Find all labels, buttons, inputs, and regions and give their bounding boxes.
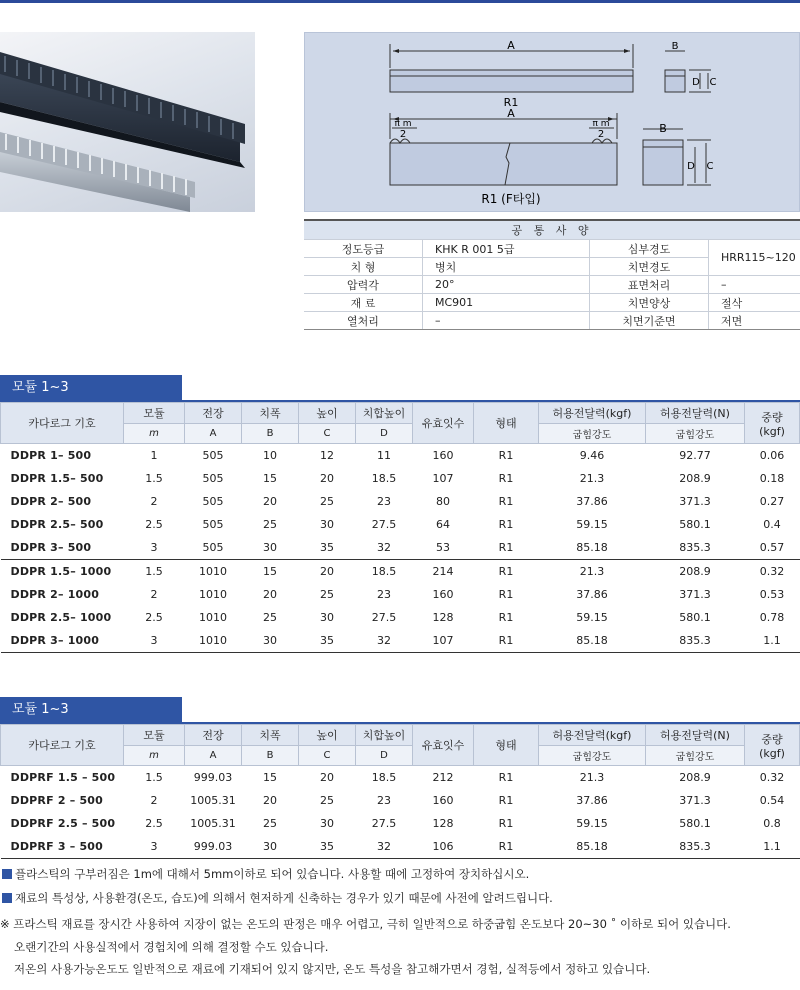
table-cell: 32: [377, 634, 391, 647]
top-rule: [0, 0, 800, 3]
table-row: [1, 583, 800, 606]
table-cell: 2.5: [145, 611, 163, 624]
table-cell: R1: [498, 771, 514, 784]
table-cell: 27.5: [371, 518, 397, 531]
weight-unit: (kgf): [759, 424, 785, 438]
table-cell: 85.18: [576, 634, 608, 647]
table-cell: DDPR 1– 500: [10, 449, 92, 462]
spec-label: 압력각: [304, 276, 423, 294]
table-cell: 835.3: [679, 840, 711, 853]
table-row: [1, 835, 800, 859]
table-cell: R1: [498, 817, 514, 830]
table-cell: 0.54: [759, 794, 785, 807]
section2-table: [0, 724, 800, 859]
col-height: 높이: [299, 725, 356, 746]
table-cell: 20: [263, 588, 277, 601]
common-spec-table: [304, 219, 800, 330]
col-bending-kgf: 굽힘강도: [539, 746, 646, 766]
table-row: [1, 766, 800, 790]
table-cell: 32: [377, 541, 391, 554]
table-row: [1, 812, 800, 835]
spec-value: 저면: [709, 312, 800, 330]
table-cell: R1: [498, 495, 514, 508]
caption-r1: R1: [503, 96, 519, 109]
note-5: 저온의 사용가능온도도 일반적으로 재료에 기재되어 있지 않지만, 온도 특성을 참고해가면서 경험, 실적등에서 정하고 있습니다.: [14, 962, 651, 976]
table-cell: 1.1: [763, 840, 781, 853]
table-cell: R1: [498, 588, 514, 601]
table-cell: 27.5: [371, 817, 397, 830]
col-weight: [745, 403, 800, 444]
table-cell: 580.1: [679, 817, 711, 830]
table-cell: 160: [432, 588, 454, 601]
table-cell: 371.3: [679, 588, 711, 601]
col-module-sub: m: [124, 424, 185, 444]
spec-value: 20°: [423, 276, 590, 294]
section1-tab: 모듈 1~3: [0, 375, 182, 401]
table-cell: 0.06: [759, 449, 785, 462]
table-cell: 107: [432, 634, 454, 647]
table-cell: 0.18: [759, 472, 785, 485]
col-module-sub: m: [124, 746, 185, 766]
table-cell: 2: [150, 794, 158, 807]
table-cell: 2.5: [145, 518, 163, 531]
table-cell: DDPR 2.5– 1000: [10, 611, 112, 624]
col-length-sub: A: [185, 746, 242, 766]
row-group: [1, 444, 800, 560]
table-cell: 2: [150, 495, 158, 508]
table-cell: DDPR 2– 500: [10, 495, 92, 508]
spec-label: 표면처리: [590, 276, 709, 294]
table-cell: 128: [432, 611, 454, 624]
table-cell: 1005.31: [190, 817, 236, 830]
table-cell: 1010: [199, 588, 227, 601]
col-torque-kgf: 허용전달력(kgf): [539, 403, 646, 424]
table-cell: 23: [377, 794, 391, 807]
note-text: 플라스틱의 구부러짐은 1m에 대해서 5mm이하로 되어 있습니다. 사용할 때에 고정하여 장치하십시오.: [15, 867, 530, 881]
table-cell: 27.5: [371, 611, 397, 624]
table-cell: DDPR 2– 1000: [10, 588, 100, 601]
note-marker-icon: [2, 869, 12, 879]
table-cell: 505: [202, 449, 224, 462]
table-row: [1, 467, 800, 490]
table-cell: 11: [377, 449, 391, 462]
table-cell: 10: [263, 449, 277, 462]
spec-title: 공 통 사 양: [304, 220, 800, 240]
table-cell: 18.5: [371, 472, 397, 485]
table-cell: R1: [498, 840, 514, 853]
col-width-sub: B: [242, 424, 299, 444]
table-cell: 208.9: [679, 771, 711, 784]
table-cell: 30: [320, 817, 334, 830]
table-cell: 1.1: [763, 634, 781, 647]
table-cell: 505: [202, 495, 224, 508]
table-cell: 371.3: [679, 495, 711, 508]
note-4: 오랜기간의 사용실적에서 경험치에 의해 결정할 수도 있습니다.: [14, 940, 329, 954]
table-cell: 2: [150, 588, 158, 601]
notes: [0, 862, 800, 980]
table-cell: 20: [263, 794, 277, 807]
table-cell: 371.3: [679, 794, 711, 807]
table-cell: 999.03: [193, 840, 233, 853]
dim-label-a-f: A: [507, 107, 515, 120]
table-cell: 30: [320, 611, 334, 624]
table-cell: R1: [498, 634, 514, 647]
col-weight: [745, 725, 800, 766]
table-cell: 106: [432, 840, 454, 853]
table-cell: 23: [377, 495, 391, 508]
col-bending-n: 굽힘강도: [646, 424, 745, 444]
spec-label: 정도등급: [304, 240, 423, 258]
dim-label-c: C: [709, 77, 717, 88]
col-height-sub: C: [299, 746, 356, 766]
table-cell: 0.32: [759, 771, 785, 784]
table-cell: 12: [320, 449, 334, 462]
table-cell: 0.32: [759, 565, 785, 578]
table-cell: 999.03: [193, 771, 233, 784]
dim-label-a: A: [507, 39, 515, 52]
table-cell: 30: [263, 541, 277, 554]
note-marker-icon: [2, 893, 12, 903]
col-pitch-height: 치합높이: [356, 403, 413, 424]
weight-unit: (kgf): [759, 746, 785, 760]
table-cell: 1.5: [145, 771, 163, 784]
table-cell: 0.57: [759, 541, 785, 554]
pitch-label-right: π m: [592, 119, 610, 129]
table-cell: 160: [432, 449, 454, 462]
table-cell: 20: [320, 771, 334, 784]
table-cell: 30: [320, 518, 334, 531]
weight-label: 중량: [761, 410, 783, 424]
table-cell: 505: [202, 541, 224, 554]
col-module: 모듈: [124, 725, 185, 746]
table-row: [1, 606, 800, 629]
dim-label-d-f: D: [687, 161, 695, 172]
table-cell: 1005.31: [190, 794, 236, 807]
table-cell: 30: [263, 840, 277, 853]
gear-rack-photo-illustration: [0, 32, 255, 212]
table-cell: 0.4: [763, 518, 781, 531]
table-cell: 30: [263, 634, 277, 647]
product-photo: [0, 32, 255, 212]
table-cell: 23: [377, 588, 391, 601]
table-cell: 92.77: [679, 449, 711, 462]
note-2: [0, 886, 800, 910]
row-group: [1, 560, 800, 653]
table-cell: 21.3: [579, 771, 605, 784]
table-cell: DDPR 1.5– 500: [10, 472, 104, 485]
table-cell: 1.5: [145, 472, 163, 485]
col-type: 형태: [474, 725, 539, 766]
table-cell: 580.1: [679, 611, 711, 624]
table-cell: 32: [377, 840, 391, 853]
spec-value: MC901: [423, 294, 590, 312]
col-teeth: 유효잇수: [413, 403, 474, 444]
table-cell: 18.5: [371, 771, 397, 784]
table-cell: 128: [432, 817, 454, 830]
spec-label: 재 료: [304, 294, 423, 312]
table-cell: R1: [498, 449, 514, 462]
table-cell: DDPR 1.5– 1000: [10, 565, 112, 578]
col-module: 모듈: [124, 403, 185, 424]
note-text: 재료의 특성상, 사용환경(온도, 습도)에 의해서 현저하게 신축하는 경우가 있기 때문에 사전에 알려드립니다.: [15, 891, 553, 905]
table-cell: 20: [263, 495, 277, 508]
table-cell: 21.3: [579, 565, 605, 578]
table-cell: 18.5: [371, 565, 397, 578]
spec-label: 열처리: [304, 312, 423, 330]
note-1: [0, 862, 800, 886]
col-height: 높이: [299, 403, 356, 424]
dim-label-b: B: [671, 41, 679, 52]
table-cell: 59.15: [576, 817, 608, 830]
table-cell: 3: [150, 541, 158, 554]
col-length-sub: A: [185, 424, 242, 444]
table-cell: R1: [498, 518, 514, 531]
col-pitch-height-sub: D: [356, 746, 413, 766]
table-cell: 505: [202, 472, 224, 485]
table-cell: 835.3: [679, 541, 711, 554]
table-cell: 64: [436, 518, 450, 531]
spec-value: 절삭: [709, 294, 800, 312]
spec-label: 치면기준면: [590, 312, 709, 330]
table-cell: 208.9: [679, 472, 711, 485]
table-cell: 835.3: [679, 634, 711, 647]
spec-label: 치면양상: [590, 294, 709, 312]
table-cell: 59.15: [576, 611, 608, 624]
table-cell: 160: [432, 794, 454, 807]
table-cell: 15: [263, 472, 277, 485]
col-length: 전장: [185, 725, 242, 746]
col-height-sub: C: [299, 424, 356, 444]
table-cell: 9.46: [579, 449, 605, 462]
col-torque-n: 허용전달력(N): [646, 725, 745, 746]
table-cell: R1: [498, 611, 514, 624]
table-cell: 25: [263, 518, 277, 531]
table-cell: 208.9: [679, 565, 711, 578]
table-row: [1, 490, 800, 513]
col-catalog: 카다로그 기호: [1, 403, 124, 444]
section1-table: [0, 402, 800, 653]
table-row: [1, 629, 800, 653]
dim-label-c-f: C: [706, 161, 714, 172]
table-cell: 0.78: [759, 611, 785, 624]
table-cell: 35: [320, 840, 334, 853]
spec-value: 병치: [423, 258, 590, 276]
caption-r1-ftype: R1 (F타입): [481, 192, 541, 206]
table-cell: R1: [498, 565, 514, 578]
section2-tab: 모듈 1~3: [0, 697, 182, 723]
spec-label: 치 형: [304, 258, 423, 276]
col-type: 형태: [474, 403, 539, 444]
table-cell: 214: [432, 565, 454, 578]
table-row: [1, 444, 800, 468]
table-cell: 1010: [199, 634, 227, 647]
spec-value: –: [709, 276, 800, 294]
col-bending-kgf: 굽힘강도: [539, 424, 646, 444]
spec-label: 심부경도: [590, 240, 709, 258]
col-width: 치폭: [242, 403, 299, 424]
table-cell: 0.53: [759, 588, 785, 601]
table-cell: 0.27: [759, 495, 785, 508]
table-cell: 15: [263, 771, 277, 784]
table-cell: 3: [150, 634, 158, 647]
table-cell: 1010: [199, 611, 227, 624]
table-cell: 35: [320, 634, 334, 647]
table-cell: 37.86: [576, 495, 608, 508]
table-cell: 25: [320, 588, 334, 601]
col-width: 치폭: [242, 725, 299, 746]
table-cell: 20: [320, 472, 334, 485]
table-cell: 25: [263, 817, 277, 830]
table-cell: 580.1: [679, 518, 711, 531]
table-cell: 505: [202, 518, 224, 531]
col-length: 전장: [185, 403, 242, 424]
row-group: [1, 766, 800, 859]
table-cell: 1: [150, 449, 158, 462]
col-torque-kgf: 허용전달력(kgf): [539, 725, 646, 746]
spec-value-core-hardness: HRR115~120: [709, 240, 800, 276]
table-cell: 53: [436, 541, 450, 554]
dim-label-d: D: [692, 77, 700, 88]
table-cell: 20: [320, 565, 334, 578]
table-row: [1, 789, 800, 812]
table-cell: 107: [432, 472, 454, 485]
table-cell: R1: [498, 541, 514, 554]
col-catalog: 카다로그 기호: [1, 725, 124, 766]
spec-value: KHK R 001 5급: [423, 240, 590, 258]
table-cell: 37.86: [576, 794, 608, 807]
dim-label-b-f: B: [659, 122, 667, 135]
weight-label: 중량: [761, 732, 783, 746]
table-cell: 0.8: [763, 817, 781, 830]
table-cell: DDPRF 3 – 500: [10, 840, 104, 853]
col-torque-n: 허용전달력(N): [646, 403, 745, 424]
spec-label: 치면경도: [590, 258, 709, 276]
rack-dimension-drawing: [305, 33, 799, 211]
table-cell: 35: [320, 541, 334, 554]
table-cell: 2.5: [145, 817, 163, 830]
pitch-denominator-left: 2: [399, 129, 407, 140]
table-cell: 37.86: [576, 588, 608, 601]
table-cell: 1010: [199, 565, 227, 578]
table-cell: 85.18: [576, 541, 608, 554]
table-cell: 25: [320, 495, 334, 508]
pitch-denominator-right: 2: [597, 129, 605, 140]
table-row: [1, 536, 800, 560]
pitch-label-left: π m: [394, 119, 412, 129]
table-cell: 21.3: [579, 472, 605, 485]
table-cell: 85.18: [576, 840, 608, 853]
table-cell: 25: [320, 794, 334, 807]
col-pitch-height-sub: D: [356, 424, 413, 444]
table-cell: 80: [436, 495, 450, 508]
table-cell: 59.15: [576, 518, 608, 531]
table-cell: DDPR 3– 500: [10, 541, 92, 554]
table-cell: R1: [498, 472, 514, 485]
table-cell: R1: [498, 794, 514, 807]
table-cell: 1.5: [145, 565, 163, 578]
table-row: [1, 513, 800, 536]
table-row: [1, 560, 800, 584]
spec-value: –: [423, 312, 590, 330]
table-cell: DDPRF 2.5 – 500: [10, 817, 116, 830]
dimension-diagram: [304, 32, 800, 212]
col-teeth: 유효잇수: [413, 725, 474, 766]
note-3: ※ 프라스틱 재료를 장시간 사용하여 지장이 없는 온도의 판정은 매우 어렵고, 극히 일반적으로 하중굽힘 온도보다 20~30 ˚ 이하로 되어 있습니다.: [0, 917, 731, 931]
table-cell: 25: [263, 611, 277, 624]
table-cell: DDPRF 1.5 – 500: [10, 771, 116, 784]
col-pitch-height: 치합높이: [356, 725, 413, 746]
col-width-sub: B: [242, 746, 299, 766]
table-cell: DDPR 3– 1000: [10, 634, 100, 647]
col-bending-n: 굽힘강도: [646, 746, 745, 766]
table-cell: 212: [432, 771, 454, 784]
table-cell: 15: [263, 565, 277, 578]
table-cell: 3: [150, 840, 158, 853]
table-cell: DDPRF 2 – 500: [10, 794, 104, 807]
table-cell: DDPR 2.5– 500: [10, 518, 104, 531]
